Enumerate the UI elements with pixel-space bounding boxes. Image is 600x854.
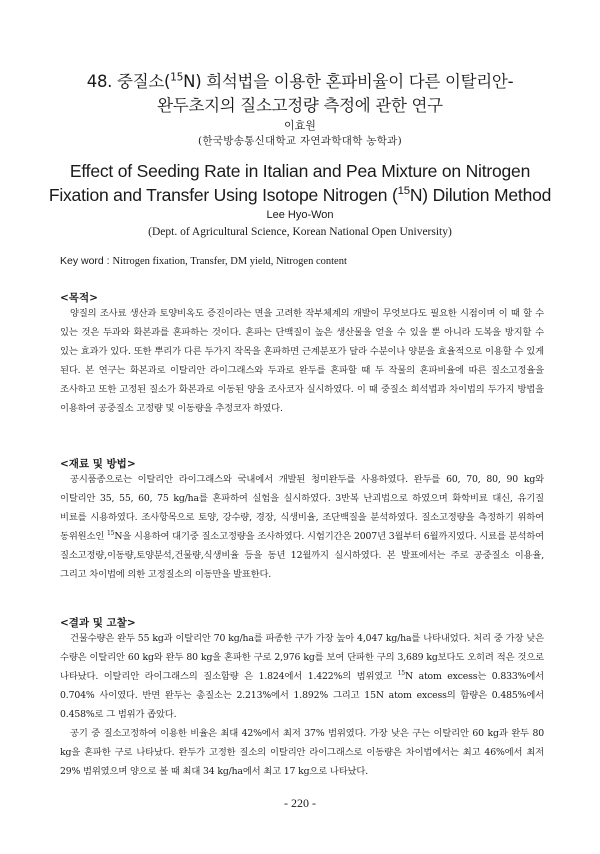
section-heading-results: <결과 및 고찰> — [60, 617, 136, 629]
methods-text-1: 공시품종으로는 이탈리안 라이그래스와 국내에서 개발된 청미완두를 사용하였다. 완두를 60, 70, 80, 90 kg와 이탈리안 35, 55, 60, 75 kg/ha를 혼파하여 실험을 실시하였다. 3반복 난괴법으로 하였으며 화학비료 대신, 유기질 비료를 시용하였다. 조사항목으로 토양, 강수량, 경장, 식생비율, 조단백질을 분석하였다. 질소고정량을 측정하기 위하여 동위원소인 — [60, 474, 544, 543]
korean-title-suffix: N) 희석법을 이용한 혼파비율이 다른 이탈리안- — [183, 72, 514, 91]
korean-affiliation: (한국방송통신대학교 자연과학대학 농학과) — [197, 135, 403, 147]
results-text-2: N atom excess는 0.833%에서 0.704% 사이였다. 반면 완두는 총질소는 2.213%에서 1.892% 그리고 15N atom excess의 함량은 0.485%에서 0.458%로 그 범위가 좁았다. — [60, 671, 544, 721]
english-title-superscript: 15 — [397, 185, 410, 198]
english-title-prefix: Fixation and Transfer Using Isotope Nitrogen ( — [48, 185, 398, 205]
section-body-purpose — [60, 304, 544, 419]
section-heading-purpose: <목적> — [60, 292, 98, 304]
keywords-label: Key word : — [60, 255, 113, 267]
english-title-suffix: N) Dilution Method — [409, 185, 552, 205]
results-superscript: 15 — [397, 670, 405, 678]
section-body-results-2 — [60, 724, 544, 781]
page-number: - 220 - — [284, 796, 316, 810]
section-body-methods — [60, 470, 544, 585]
methods-superscript: 15 — [106, 530, 115, 538]
korean-title-line-2: 완두초지의 질소고정량 측정에 관한 연구 — [157, 96, 443, 115]
section-heading-methods: <재료 및 방법> — [60, 458, 136, 470]
section-body-results-1 — [60, 629, 544, 724]
korean-title-line-1 — [0, 68, 600, 92]
english-affiliation: (Dept. of Agricultural Science, Korean National Open University) — [148, 226, 452, 238]
english-author: Lee Hyo-Won — [266, 209, 334, 221]
english-title-line-2 — [0, 185, 600, 206]
korean-author: 이효원 — [284, 119, 316, 132]
korean-title-superscript: 15 — [170, 70, 184, 84]
keywords-text: Nitrogen fixation, Transfer, DM yield, Nitrogen content — [112, 256, 347, 267]
purpose-text: 양질의 조사료 생산과 토양비옥도 증진이라는 면을 고려한 작부체계의 개발이 무엇보다도 필요한 시점이며 이 때 할 수 있는 것은 두과와 화본과를 혼파하는 것이다. 혼파는 단백질이 높은 생산물을 얻을 수 있을 뿐 아니라 도복을 방지할 수 있는 효과가 있다. 또한 뿌리가 다른 두가지 작목을 혼파하면 근계분포가 달라 수분이나 양분을 효율적으로 이용할 수 있게 된다. 본 연구는 화본과로 이탈리안 라이그래스와 두과로 완두를 혼파할 때 두 작물의 혼파비율에 따른 질소고정율을 조사하고 또한 고정된 질소가 화본과로 이동된 양을 조사코자 실시하였다. 이 때 중질소 희석법과 차이법의 두가지 방법을 이용하여 공중질소 고정량 및 이동량을 추정코자 하였다. — [60, 308, 544, 415]
korean-title-prefix: 48. 중질소( — [86, 72, 171, 91]
results-text-1: 건물수량은 완두 55 kg과 이탈리안 70 kg/ha를 파종한 구가 가장 높아 4,047 kg/ha를 나타내었다. 처리 중 가장 낮은 수량은 이탈리안 60 kg와 완두 80 kg을 혼파한 구로 2,976 kg를 보여 단파한 구의 3,689 kg보다도 오히려 적은 것으로 나타났다. 이탈리안 라이그래스의 질소함량 은 1.824에서 1.422%의 범위였고 — [60, 633, 544, 683]
keywords — [60, 255, 550, 267]
results-text-3: 공기 중 질소고정하여 이용한 비율은 최대 42%에서 최저 37% 범위였다. 가장 낮은 구는 이탈리안 60 kg과 완두 80 kg을 혼파한 구로 나타났다. 완두가 고정한 질소의 이탈리안 라이그래스로 이동량은 차이법에서는 최고 46%에서 최저 29% 범위였으며 양으로 볼 때 최대 34 kg/ha에서 최고 17 kg으로 나타났다. — [60, 728, 544, 778]
methods-text-2: N을 시용하여 대기중 질소고정량을 조사하였다. 시험기간은 2007년 3월부터 6월까지였다. 시료를 분석하여 질소고정량,이동량,토양분석,건물량,식생비율 등을 동년 12월까지 실시하였다. 본 발표에서는 주로 공중질소 이용율, 그리고 차이법에 의한 고정질소의 이동만을 발표한다. — [60, 531, 544, 581]
english-title-line-1: Effect of Seeding Rate in Italian and Pea Mixture on Nitrogen — [69, 161, 531, 181]
